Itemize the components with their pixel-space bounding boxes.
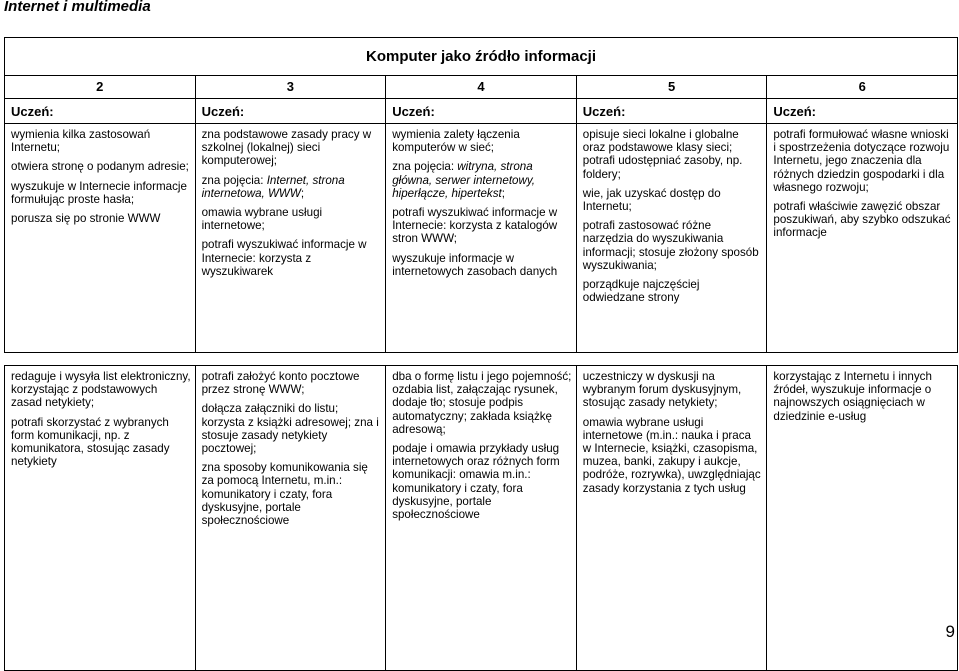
- gap-cell: [386, 353, 577, 366]
- student-label-row: [5, 99, 958, 124]
- gap-cell: [576, 353, 767, 366]
- requirement-item: dba o formę listu i jego pojemność; ozdabia list, załączając rysunek, dodaje tło; stosuje podpis automatyczny; zakłada książkę adresową;: [392, 370, 572, 436]
- grade-2-requirements: [5, 366, 196, 671]
- term-emphasis: Internet, strona internetowa, WWW: [201, 173, 345, 200]
- gap-cell: [5, 353, 196, 366]
- grade-5-requirements: [576, 124, 767, 353]
- student-label: Uczeń:: [767, 99, 958, 124]
- grade-4-requirements: [386, 124, 577, 353]
- grade-row: [5, 76, 958, 99]
- requirement-item: podaje i omawia przykłady usług internetowych oraz różnych form komunikacji: omawia m.in.: komunikatory i czaty, fora dyskusyjne, portale społecznościowe: [392, 442, 560, 522]
- grade-6-requirements: [767, 124, 958, 353]
- requirement-item: korzystając z Internetu i innych źródeł, wyszukuje informacje o najnowszych osiągnięciach w dziedzinie e-usług: [773, 370, 932, 423]
- term-emphasis: witryna, strona główna, serwer internetowy, hiperłącze, hipertekst: [392, 160, 536, 200]
- grade-2-requirements: [5, 124, 196, 353]
- requirement-item: potrafi formułować własne wnioski i spostrzeżenia dotyczące rozwoju Internetu, jego znaczenia dla różnych dziedzin gospodarki i dla własnego rozwoju;: [773, 128, 950, 194]
- requirement-item: wymienia zalety łączenia komputerów w sieć;: [392, 128, 520, 155]
- requirement-item: redaguje i wysyła list elektroniczny, korzystając z podstawowych zasad netykiety;: [11, 370, 191, 410]
- requirement-item: potrafi skorzystać z wybranych form komunikacji, np. z komunikatora, stosując zasady netykiety: [11, 415, 170, 469]
- student-label: Uczeń:: [195, 99, 386, 124]
- requirement-item: wie, jak uzyskać dostęp do Internetu;: [582, 186, 721, 214]
- requirement-item: dołącza załączniki do listu; korzysta z książki adresowej; zna i stosuje zasady netykiety pocztowej;: [201, 402, 379, 456]
- requirement-item: otwiera stronę o podanym adresie;: [11, 160, 189, 174]
- requirement-item: potrafi właściwie zawęzić obszar poszukiwań, aby szybko odszukać informacje: [773, 200, 951, 240]
- grade-3-requirements: [195, 366, 386, 671]
- grade-6-requirements: [767, 366, 958, 671]
- requirements-table: [4, 37, 958, 671]
- requirement-item: potrafi wyszukiwać informacje w Internecie: korzysta z katalogów stron WWW;: [392, 206, 558, 246]
- requirements-row-1: [5, 124, 958, 353]
- requirement-item: zna pojęcia: Internet, strona internetowa, WWW;: [201, 173, 345, 200]
- student-label: Uczeń:: [576, 99, 767, 124]
- grade-5-requirements: [576, 366, 767, 671]
- gap-cell: [195, 353, 386, 366]
- grade-header: 2: [5, 76, 196, 99]
- requirements-row-2: [5, 366, 958, 671]
- student-label: Uczeń:: [386, 99, 577, 124]
- grade-header: 4: [386, 76, 577, 99]
- grade-3-requirements: [195, 124, 386, 353]
- requirement-item: omawia wybrane usługi internetowe;: [201, 206, 323, 233]
- requirement-item: wyszukuje w Internecie informacje formułując proste hasła;: [11, 179, 187, 206]
- requirement-item: zna pojęcia: witryna, strona główna, serwer internetowy, hiperłącze, hipertekst;: [392, 160, 536, 200]
- student-label: Uczeń:: [5, 99, 196, 124]
- requirement-item: porządkuje najczęściej odwiedzane strony: [582, 278, 700, 305]
- requirement-item: potrafi zastosować różne narzędzia do wyszukiwania informacji; stosuje złożony sposób wyszukiwania;: [582, 219, 759, 272]
- page-number: 9: [945, 622, 955, 641]
- section-gap-row: [5, 353, 958, 366]
- gap-cell: [767, 353, 958, 366]
- requirement-item: wyszukuje informacje w internetowych zasobach danych: [392, 251, 558, 278]
- grade-header: 3: [195, 76, 386, 99]
- table-title-row: [5, 38, 958, 76]
- requirement-item: potrafi wyszukiwać informacje w Internecie: korzysta z wyszukiwarek: [201, 238, 367, 278]
- requirement-item: opisuje sieci lokalne i globalne oraz podstawowe klasy sieci; potrafi udostępniać zasoby, np. foldery;: [582, 128, 743, 181]
- grade-header: 6: [767, 76, 958, 99]
- grade-4-requirements: [386, 366, 577, 671]
- grade-header: 5: [576, 76, 767, 99]
- requirement-item: zna sposoby komunikowania się za pomocą Internetu, m.in.: komunikatory i czaty, fora dyskusyjne, portale społecznościowe: [201, 461, 368, 528]
- requirement-item: zna podstawowe zasady pracy w szkolnej (lokalnej) sieci komputerowej;: [201, 128, 372, 168]
- requirement-item: uczestniczy w dyskusji na wybranym forum dyskusyjnym, stosując zasady netykiety;: [582, 370, 742, 410]
- requirement-item: omawia wybrane usługi internetowe (m.in.: nauka i praca w Internecie, książki, czasopisma, muzea, banki, zakupy i aukcje, podróże, rozrywka), uwzględniając zasady korzystania z tych usług: [582, 415, 761, 495]
- requirement-item: wymienia kilka zastosowań Internetu;: [11, 128, 151, 155]
- requirement-item: porusza się po stronie WWW: [11, 212, 161, 226]
- document-title: Internet i multimedia: [4, 0, 151, 15]
- requirement-item: potrafi założyć konto pocztowe przez stronę WWW;: [201, 370, 360, 397]
- table-title: Komputer jako źródło informacji: [5, 38, 958, 76]
